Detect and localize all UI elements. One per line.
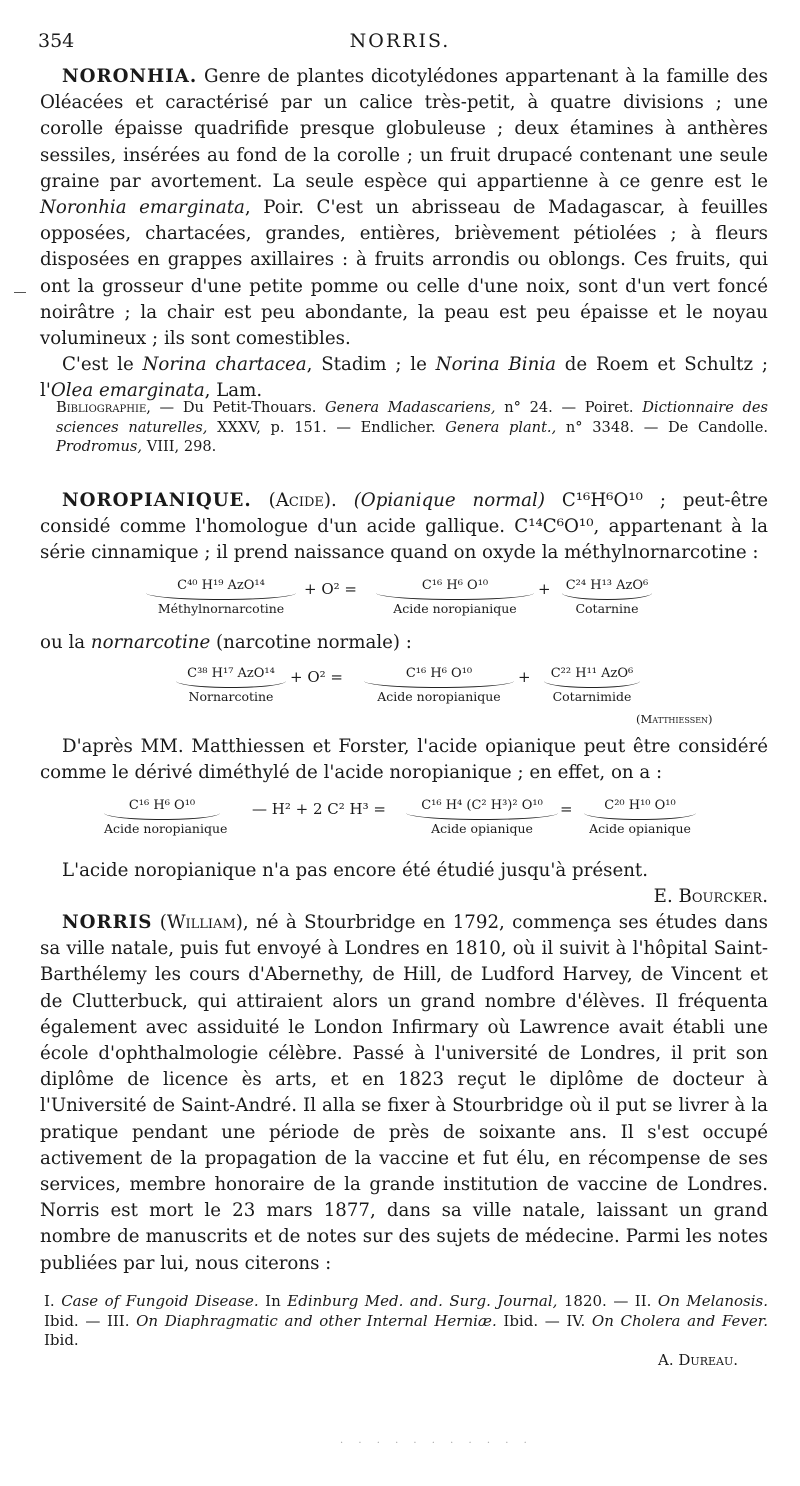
biblio-t3: XXXV, p. 151. — Endlicher. <box>207 418 446 436</box>
syn-a: C'est le <box>62 354 143 376</box>
noropianique-p3 <box>40 858 768 908</box>
eq3-brace-3 <box>584 813 696 820</box>
work-2: On Melanosis. <box>657 1292 769 1310</box>
work-1-journal: Edinburg Med. and. Surg. Journal, <box>287 1292 558 1310</box>
ou-a: ou la <box>40 632 91 653</box>
work-1: Case of Fungoid Disease. <box>61 1292 259 1310</box>
eq3-brace-1 <box>104 813 220 820</box>
bibliography <box>56 398 768 457</box>
headword-norris: NORRIS <box>62 912 153 933</box>
biblio-t5: VIII, 298. <box>142 438 217 455</box>
eq3-name-3: Acide opianique <box>589 821 691 836</box>
syn-e: de Roem et Schultz ; l' <box>40 354 768 402</box>
page-number: 354 <box>38 30 75 52</box>
works-signature-line <box>44 1351 768 1371</box>
eq1-operator-2: + <box>538 580 551 598</box>
eq1-name-1: Méthylnornarcotine <box>157 601 285 616</box>
noropianique-paragraph <box>40 488 768 567</box>
eq3-formula-3: C²⁰ H¹⁰ O¹⁰ <box>604 798 676 813</box>
footer-bleed-marks: · · · · · · · · · · · <box>340 1438 533 1449</box>
eq2-name-1: Nornarcotine <box>188 689 274 704</box>
ou-b: (narcotine normale) : <box>210 632 412 653</box>
work-3: On Diaphragmatic and other Internal Herniæ. <box>136 1311 497 1330</box>
works-text <box>44 1292 768 1351</box>
noronhia-synonyms <box>40 352 768 404</box>
margin-mark <box>14 292 26 293</box>
norris-text: né à Stourbridge en 1792, commença ses études dans sa ville natale, puis fut envoyé à Londres en 1810, où il suivit à l'hôpital Saint-Barthélemy les cours d'Abernethy, de Hill, de Ludford Harvey, de Vincent et de Clutterbuck, qui attiraient alors un grand nombre d'élèves. Il fréquenta également avec assiduité le London Infirmary où Lawrence avait établi une école d'ophthalmologie célèbre. Passé à l'université de Londres, il prit son diplôme de licence ès arts, et en 1823 reçut le diplôme de docteur à l'Université de Saint-André. Il alla se fixer à Stourbridge où il put se livrer à la pratique pendant une période de près de soixante ans. Il s'est occupé activement de la propagation de la vaccine et fut élu, en récompense de ses services, membre honoraire de la grande institution de vaccine de Londres. Norris est mort le 23 mars 1877, dans sa ville natale, laissant un grand nombre de manuscrits et de notes sur des sujets de médecine. Parmi les notes publiées par lui, nous citerons : <box>40 912 768 1274</box>
headword-noronhia: NORONHIA. <box>62 66 198 87</box>
eq3-name-1: Acide noropianique <box>104 821 228 836</box>
ou-i: nornarcotine <box>90 632 211 653</box>
norris-paragraph <box>40 910 768 1277</box>
signature-dureau: A. Dureau. <box>658 1350 738 1369</box>
eq2-name-2: Acide noropianique <box>377 689 501 704</box>
running-header <box>38 30 762 54</box>
eq2-term-3 <box>544 666 640 704</box>
noropianique-p3-text: L'acide noropianique n'a pas encore été étudié jusqu'à présent. <box>62 860 649 881</box>
syn-b: Norina chartacea <box>142 354 307 376</box>
biblio-t1: — Du Petit-Thouars. <box>150 399 326 416</box>
ou-la-line <box>40 630 768 656</box>
norris-works <box>44 1292 768 1370</box>
eq2-attribution: (Matthiessen) <box>636 712 713 726</box>
eq1-formula-2: C¹⁶ H⁶ O¹⁰ <box>421 578 489 593</box>
eq1-brace-1 <box>146 593 296 600</box>
eq3-name-2: Acide opianique <box>431 821 533 836</box>
eq2-term-1 <box>176 666 286 704</box>
biblio-t2: n° 24. — Poiret. <box>495 399 643 416</box>
biblio-i2: Dictionnaire des sciences naturelles, <box>56 399 768 436</box>
noropianique-t2: C¹⁶H⁶O¹⁰ ; peut-être considé comme l'homologue d'un acide gallique. C¹⁴C⁶O¹⁰, appartenant à la série cinnamique ; il prend naissance quand on oxyde la méthylnornarcotine : <box>40 490 769 564</box>
biblio-i1: Genera Madascariens, <box>325 399 496 416</box>
eq2-operator-2: + <box>518 668 531 686</box>
eq3-operator-1: — H² + 2 C² H³ = <box>252 800 386 818</box>
bibliography-text <box>56 398 768 457</box>
noropianique-para-2 <box>40 734 768 786</box>
syn-g: , Lam. <box>204 380 263 402</box>
eq3-formula-2: C¹⁶ H⁴ (C² H³)² O¹⁰ <box>421 798 543 813</box>
headword-noropianique: NOROPIANIQUE. <box>62 490 252 511</box>
syn-c: , Stadim ; le <box>306 354 436 376</box>
works-t5: Ibid. <box>44 1331 79 1349</box>
eq3-term-2 <box>406 798 558 836</box>
entry-noronhia <box>40 64 768 405</box>
eq2-formula-2: C¹⁶ H⁶ O¹⁰ <box>405 666 473 681</box>
entry-norris <box>40 910 768 1277</box>
eq1-operator-1: + O² = <box>304 580 357 598</box>
syn-f: Olea emarginata <box>50 380 205 402</box>
eq1-brace-3 <box>562 593 652 600</box>
works-n1: I. <box>44 1292 62 1310</box>
noropianique-i1: (Opianique normal) <box>353 490 545 511</box>
biblio-i3: Genera plant., <box>445 418 557 436</box>
eq1-brace-2 <box>376 593 534 600</box>
equation-3 <box>40 798 768 848</box>
noropianique-p2-text: D'après MM. Matthiessen et Forster, l'acide opianique peut être considéré comme le dérivé diméthylé de l'acide noropianique ; en effet, on a : <box>40 736 768 784</box>
eq3-formula-1: C¹⁶ H⁶ O¹⁰ <box>128 798 196 813</box>
equation-1 <box>40 578 768 628</box>
eq1-term-1 <box>146 578 296 616</box>
eq2-brace-2 <box>364 681 514 688</box>
eq3-operator-2: = <box>560 800 573 818</box>
entry-noropianique <box>40 488 768 567</box>
syn-d: Norina Binia <box>435 354 556 376</box>
noronhia-text-2: , Poir. C'est un abrisseau de Madagascar, à feuilles opposées, chartacées, grandes, entières, brièvement pétiolées ; à fleurs disposées en grappes axillaires : à fruits arrondis ou oblongs. Ces fruits, qui ont la grosseur d'une petite pomme ou celle d'une noix, sont d'un vert foncé noirâtre ; la chair est peu abondante, la peau est peu épaisse et le noyau volumineux ; ils sont comestibles. <box>40 197 768 350</box>
noronhia-species: Noronhia emarginata <box>40 197 245 219</box>
eq1-formula-1: C⁴⁰ H¹⁹ AzO¹⁴ <box>177 578 265 593</box>
works-t4: Ibid. — IV. <box>496 1311 592 1330</box>
work-4: On Cholera and Fever. <box>591 1311 768 1330</box>
eq3-term-1 <box>104 798 228 836</box>
eq2-brace-3 <box>544 681 640 688</box>
noropianique-t1: (Acide). <box>251 490 354 511</box>
noronhia-paragraph <box>40 64 768 352</box>
eq2-name-3: Cotarnimide <box>552 689 632 704</box>
eq1-name-2: Acide noropianique <box>393 601 517 616</box>
works-t1: In <box>258 1292 288 1310</box>
running-title: NORRIS. <box>349 30 451 52</box>
noropianique-para-3 <box>40 858 768 910</box>
eq1-formula-3: C²⁴ H¹³ AzO⁶ <box>565 578 649 593</box>
biblio-i4: Prodromus, <box>56 438 143 455</box>
eq2-formula-3: C²² H¹¹ AzO⁶ <box>550 666 634 681</box>
eq1-term-2 <box>376 578 534 616</box>
signature-bourcker: E. Bourcker. <box>653 886 768 908</box>
works-t3: Ibid. — III. <box>44 1311 137 1330</box>
biblio-t4: n° 3348. — De Candolle. <box>556 418 768 436</box>
eq3-brace-2 <box>406 813 558 820</box>
bibliography-label: Bibliographie, <box>56 399 151 416</box>
eq1-term-3 <box>562 578 652 616</box>
eq2-formula-1: C³⁸ H¹⁷ AzO¹⁴ <box>187 666 275 681</box>
eq2-term-2 <box>364 666 514 704</box>
norris-name: (William), <box>152 912 249 933</box>
equation-2 <box>40 666 768 730</box>
eq3-term-3 <box>584 798 696 836</box>
works-t2: 1820. — II. <box>557 1292 658 1310</box>
eq1-name-3: Cotarnine <box>575 601 639 616</box>
noronhia-text-1: Genre de plantes dicotylédones appartenant à la famille des Oléacées et caractérisé par un calice très-petit, à quatre divisions ; une corolle épaisse quadrifide presque globuleuse ; deux étamines à anthères sessiles, insérées au fond de la corolle ; un fruit drupacé contenant une seule graine par avortement. La seule espèce qui appartienne à ce genre est le <box>40 66 768 192</box>
eq2-operator-1: + O² = <box>290 668 343 686</box>
eq2-brace-1 <box>176 681 286 688</box>
